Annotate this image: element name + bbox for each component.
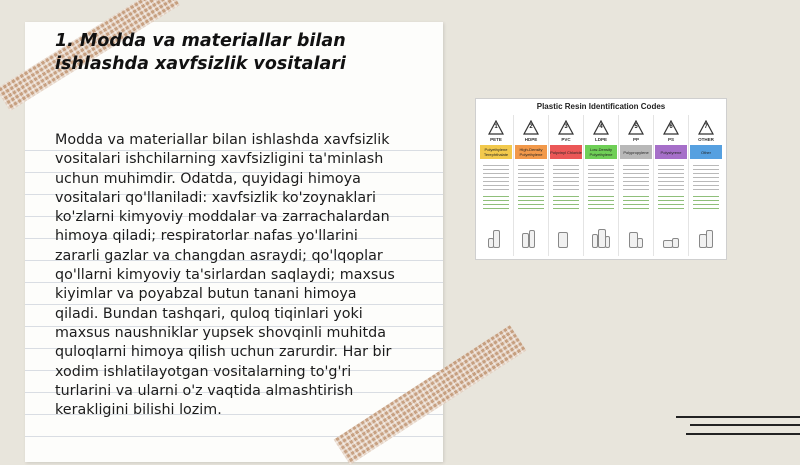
resin-name-band: Other <box>690 145 722 159</box>
resin-codes-image <box>475 98 727 260</box>
recycle-triangle-icon <box>523 120 539 136</box>
product-icon <box>558 232 568 248</box>
resin-name-band: Polyvinyl Chloride <box>550 145 582 159</box>
product-icon <box>493 230 500 248</box>
slide-title: 1. Modda va materiallar bilan ishlashda xavfsizlik vositalari <box>55 31 346 74</box>
resin-code-1 <box>479 115 514 256</box>
resin-code-columns <box>479 115 723 256</box>
product-icons <box>555 226 577 248</box>
product-icons <box>625 226 647 248</box>
code-number: 5 <box>634 124 638 130</box>
product-icon <box>529 230 535 248</box>
code-abbreviation: OTHER <box>698 137 714 142</box>
recycle-triangle-icon <box>698 120 714 136</box>
slide-body-text: Modda va materiallar bilan ishlashda xavfsizlik vositalari ishchilarning xavfsizligini ta'minlash uchun muhimdir. Odatda, quyidagi himoya vositalari qo'llaniladi: xavfsizlik ko'zoynaklari ko'zlarni kimyoviy moddalar va zarrachalardan himoya qiladi; respiratorlar nafas yo'llarini zararli gazlar va changdan asraydi; qo'lqoplar qo'llarni kimyoviy ta'sirlardan saqlaydi; maxsus kiyimlar va poyabzal butun tanani himoya qiladi. Bundan tashqari, quloq tiqinlari yoki maxsus naushniklar yupsek shovqinli muhitda quloqlarni himoya qilish uchun zarurdir. Har bir xodim ishlatilayotgan vositalarning to'g'ri turlarini va ularni o'z vaqtida almashtirish kerakligini bilishi lozim. <box>55 132 395 419</box>
resin-code-7 <box>689 115 723 256</box>
recycled-into-text-lines <box>483 196 509 210</box>
product-icon <box>637 238 643 248</box>
code-number: 6 <box>669 124 673 130</box>
resin-name-band: Polystyrene <box>655 145 687 159</box>
description-text-lines <box>588 165 614 191</box>
code-number: 1 <box>494 124 498 130</box>
resin-code-6 <box>654 115 689 256</box>
code-abbreviation: LDPE <box>594 137 607 142</box>
image-title: Plastic Resin Identification Codes <box>536 102 666 111</box>
product-icons <box>485 226 507 248</box>
decor-line <box>690 424 800 426</box>
description-text-lines <box>518 165 544 191</box>
product-icons <box>695 226 717 248</box>
recycle-triangle-icon <box>628 120 644 136</box>
recycled-into-text-lines <box>658 196 684 210</box>
recycled-into-text-lines <box>518 196 544 210</box>
code-number: 3 <box>564 124 568 130</box>
code-abbreviation: PP <box>632 137 639 142</box>
recycle-triangle-icon <box>663 120 679 136</box>
code-number: 2 <box>529 124 533 130</box>
product-icon <box>706 230 713 248</box>
code-abbreviation: PS <box>667 137 674 142</box>
code-number: 4 <box>599 124 603 130</box>
resin-code-4 <box>584 115 619 256</box>
code-abbreviation: PVC <box>561 137 571 142</box>
code-abbreviation: PETE <box>490 137 502 142</box>
decor-line <box>676 416 800 418</box>
code-abbreviation: HDPE <box>524 137 538 142</box>
resin-code-2 <box>514 115 549 256</box>
resin-name-band: Low-Density Polyethylene <box>585 145 617 159</box>
description-text-lines <box>553 165 579 191</box>
recycle-triangle-icon <box>593 120 609 136</box>
product-icon <box>672 238 679 248</box>
product-icons <box>590 226 612 248</box>
recycled-into-text-lines <box>693 196 719 210</box>
product-icon <box>605 236 610 248</box>
description-text-lines <box>693 165 719 191</box>
recycle-triangle-icon <box>558 120 574 136</box>
resin-name-band: Polypropylene <box>620 145 652 159</box>
product-icon <box>522 233 529 248</box>
description-text-lines <box>483 165 509 191</box>
resin-name-band: High-Density Polyethylene <box>515 145 547 159</box>
product-icons <box>660 226 682 248</box>
product-icons <box>520 226 542 248</box>
recycled-into-text-lines <box>623 196 649 210</box>
description-text-lines <box>658 165 684 191</box>
resin-name-band: Polyethylene Terephthalate <box>480 145 512 159</box>
recycled-into-text-lines <box>588 196 614 210</box>
code-number: 7 <box>704 124 708 130</box>
resin-code-5 <box>619 115 654 256</box>
recycled-into-text-lines <box>553 196 579 210</box>
recycle-triangle-icon <box>488 120 504 136</box>
description-text-lines <box>623 165 649 191</box>
resin-code-3 <box>549 115 584 256</box>
decor-line <box>686 433 800 435</box>
